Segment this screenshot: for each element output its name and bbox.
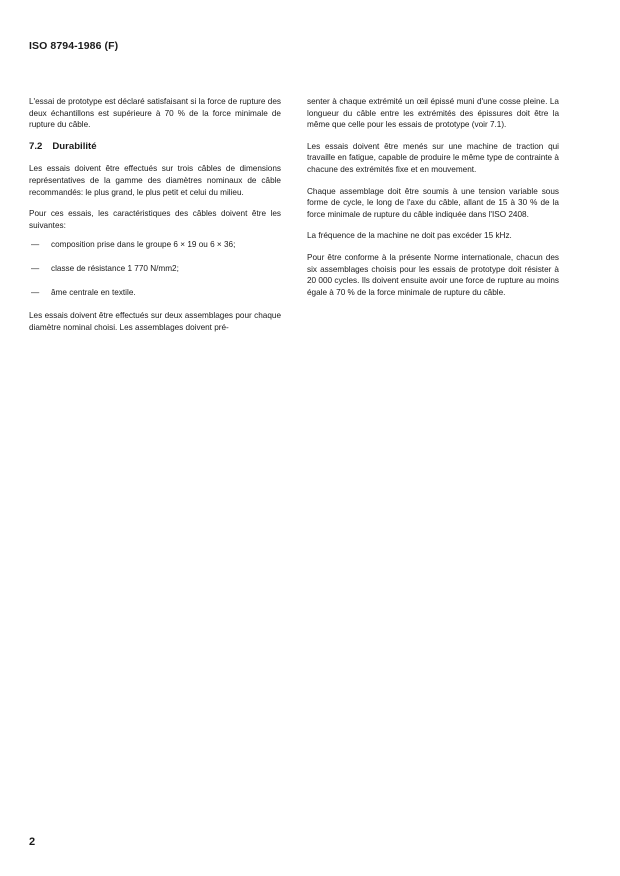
list-dash: — xyxy=(31,240,40,250)
paragraph: Les essais doivent être menés sur une machine de traction qui travaille en fatigue, capable de produire le même type de contrainte à chacune des extrémités fixe et en mouvement. xyxy=(307,141,559,174)
section-heading xyxy=(29,141,281,153)
list-item xyxy=(29,287,281,299)
list-item xyxy=(29,263,281,275)
section-title: Durabilité xyxy=(52,140,97,152)
paragraph: Les essais doivent être effectués sur trois câbles de dimensions représentatives de la gamme des diamètres nominaux de câble recommandés: le plus grand, le plus petit et celui du milieu. xyxy=(29,164,281,197)
paragraph: Chaque assemblage doit être soumis à une tension variable sous forme de cycle, le long de l'axe du câble, allant de 15 à 30 % de la force minimale de rupture du câble indiquée dans l'ISO 2408. xyxy=(307,186,559,219)
list-dash: — xyxy=(31,287,40,297)
paragraph: Pour être conforme à la présente Norme internationale, chacun des six assemblages choisis pour les essais de prototype doit résister à 20 000 cycles. Ils doivent ensuite avoir une force de rupture au moins égale à 70 % de la force minimale de rupture du câble. xyxy=(307,252,559,297)
paragraph: La fréquence de la machine ne doit pas excéder 15 kHz. xyxy=(307,231,512,241)
page-number: 2 xyxy=(29,836,36,848)
list-dash: — xyxy=(31,263,40,273)
paragraph: Pour ces essais, les caractéristiques des câbles doivent être les suivantes: xyxy=(29,209,281,230)
characteristics-list xyxy=(29,239,281,298)
list-item xyxy=(29,239,281,251)
list-item-text: classe de résistance 1 770 N/mm2; xyxy=(51,263,179,273)
paragraph: senter à chaque extrémité un œil épissé muni d'une cosse pleine. La longueur du câble entre les extrémités des épissures doit être la même que celle pour les essais de prototype (voir 7.1). xyxy=(307,97,559,130)
section-number: 7.2 xyxy=(29,140,43,152)
left-column xyxy=(29,96,281,343)
paragraph: Les essais doivent être effectués sur deux assemblages pour chaque diamètre nominal choisi. Les assemblages doivent pré- xyxy=(29,311,281,332)
list-item-text: âme centrale en textile. xyxy=(51,287,136,297)
list-item-text: composition prise dans le groupe 6 × 19 ou 6 × 36; xyxy=(51,240,236,250)
right-column xyxy=(307,96,559,308)
intro-paragraph: L'essai de prototype est déclaré satisfaisant si la force de rupture des deux échantillons est supérieure à 70 % de la force minimale de rupture du câble. xyxy=(29,97,281,130)
document-reference: ISO 8794-1986 (F) xyxy=(29,40,119,52)
